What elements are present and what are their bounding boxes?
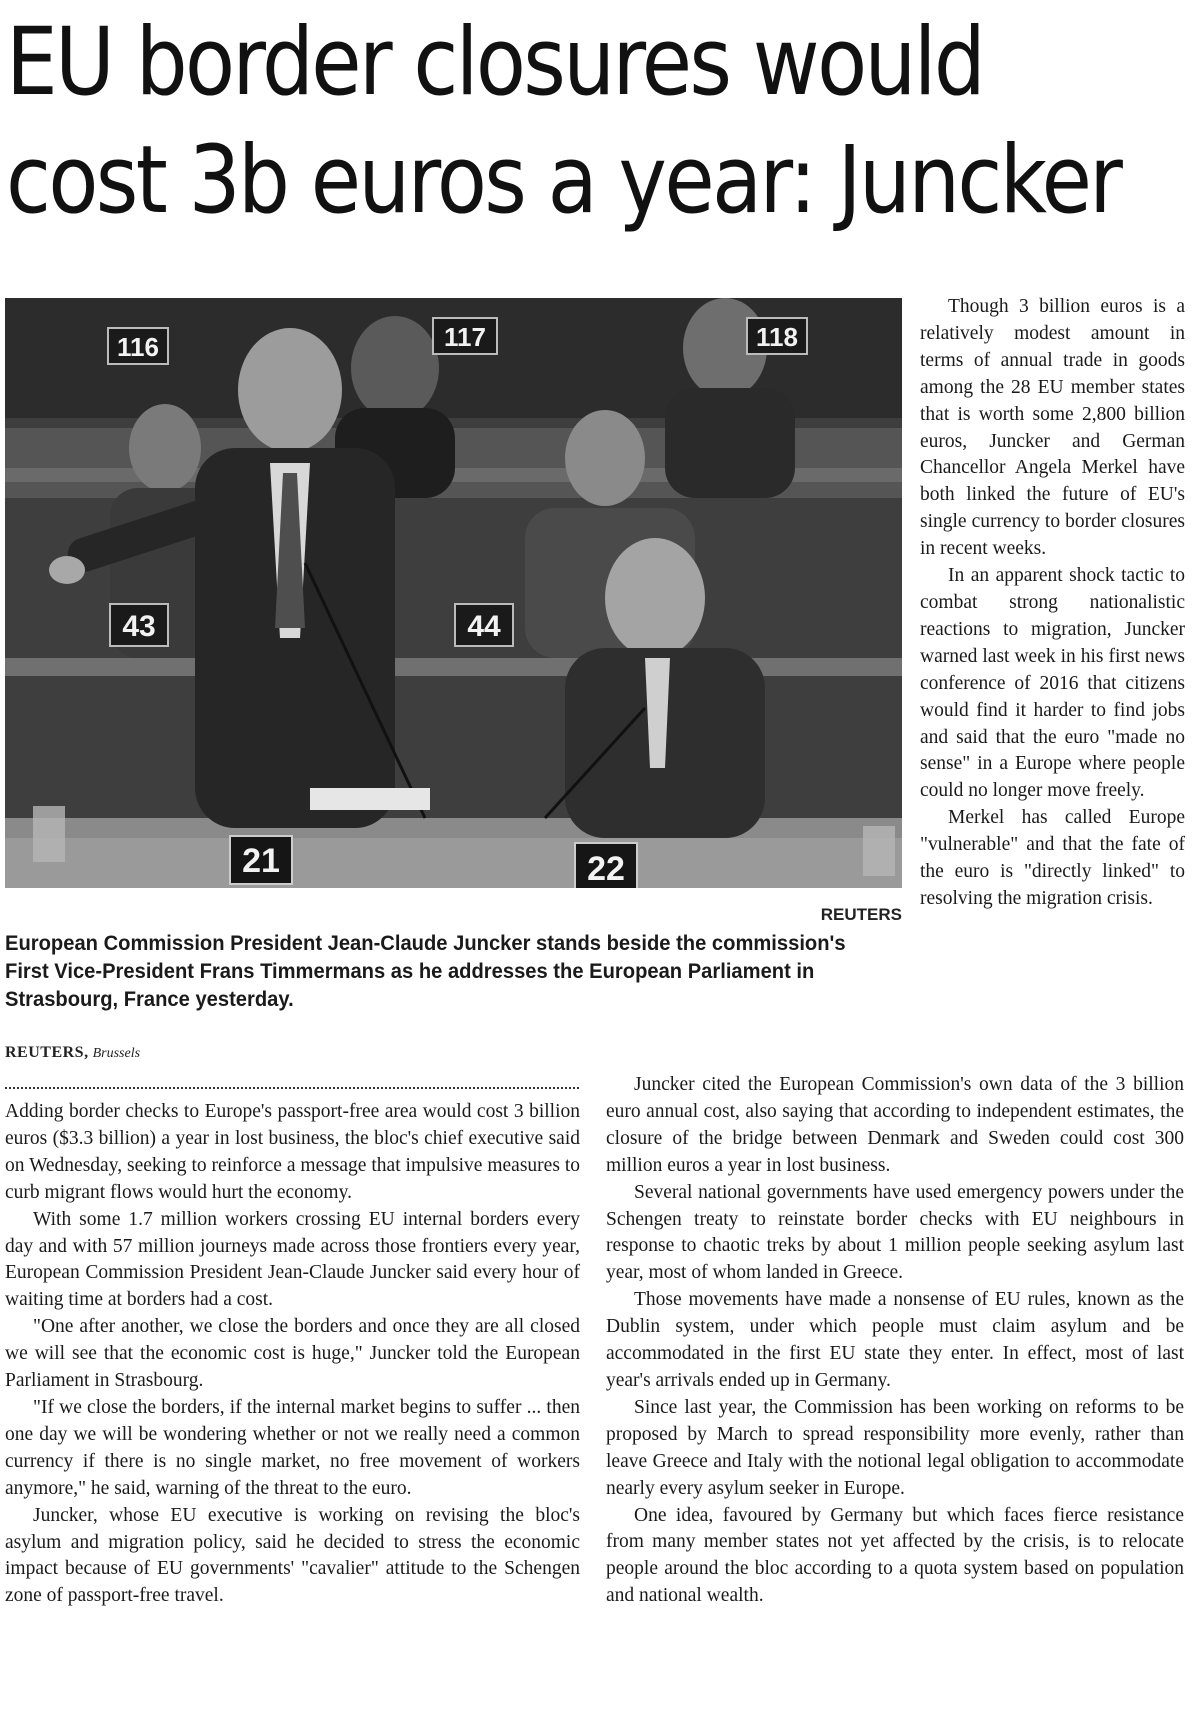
headline-line-2: cost 3b euros a year: Juncker bbox=[6, 126, 1121, 235]
paragraph: Though 3 billion euros is a relatively modest amount in terms of annual trade in goods among the 28 EU member states that is worth some 2,800 billion euros, Juncker and German Chancellor Angela Merkel have both linked the future of EU's single currency to border closures in recent weeks. bbox=[920, 296, 1185, 560]
article-column-right bbox=[920, 294, 1185, 913]
headline-line-1: EU border closures would bbox=[6, 8, 984, 117]
photo-credit: REUTERS bbox=[820, 905, 902, 924]
nameplate-22: 22 bbox=[587, 850, 625, 888]
paragraph: In an apparent shock tactic to combat strong nationalistic reactions to migration, Juncker warned last week in his first news conference of 2016 that citizens would find it harder to find jobs and said that the euro "made no sense" in a Europe where people could no longer move freely. bbox=[920, 565, 1185, 802]
paragraph: Since last year, the Commission has been working on reforms to be proposed by March to spread responsibility more evenly, rather than leave Greece and Italy with the notional legal obligation to accommodate nearly every asylum seeker in Europe. bbox=[606, 1396, 1184, 1499]
paragraph: Those movements have made a nonsense of EU rules, known as the Dublin system, under which people must claim asylum and be accommodated in the first EU state they enter. In effect, most of last year's arrivals ended up in Germany. bbox=[606, 1289, 1184, 1391]
paragraph: Juncker cited the European Commission's own data of the 3 billion euro annual cost, also saying that according to independent estimates, the closure of the bridge between Denmark and Sweden could cost 300 million euros a year in lost business. bbox=[606, 1074, 1184, 1176]
paragraph: Merkel has called Europe "vulnerable" and that the fate of the euro is "directly linked" to resolving the migration crisis. bbox=[920, 807, 1185, 909]
paragraph: "One after another, we close the borders and once they are all closed we will see that the economic cost is huge," Juncker told the European Parliament in Strasbourg. bbox=[5, 1316, 580, 1392]
nameplate-21: 21 bbox=[242, 842, 280, 880]
paragraph: Several national governments have used emergency powers under the Schengen treaty to reinstate border checks with EU neighbours in response to chaotic treks by about 1 million people seeking asylum last year, most of whom landed in Greece. bbox=[606, 1181, 1184, 1284]
article-column-left bbox=[5, 1099, 580, 1610]
byline bbox=[5, 1044, 140, 1062]
paragraph: With some 1.7 million workers crossing EU internal borders every day and with 57 million journeys made across those frontiers every year, European Commission President Jean-Claude Juncker said every hour of waiting time at borders had a cost. bbox=[5, 1208, 580, 1311]
paragraph: "If we close the borders, if the internal market begins to suffer ... then one day we will be wondering whether or not we really need a common currency if there is no single market, no free movement of workers anymore," he said, warning of the threat to the euro. bbox=[5, 1396, 580, 1499]
nameplate-116: 116 bbox=[117, 332, 159, 362]
byline-location: Brussels bbox=[92, 1046, 141, 1061]
nameplate-117: 117 bbox=[444, 322, 486, 352]
photo-caption: European Commission President Jean-Claude Juncker stands beside the commission's First Vice-President Frans Timmermans as he addresses the European Parliament in Strasbourg, France yesterday. bbox=[5, 932, 846, 1011]
nameplate-44: 44 bbox=[467, 610, 501, 643]
byline-agency: REUTERS, bbox=[5, 1044, 89, 1061]
paragraph: Juncker, whose EU executive is working on revising the bloc's asylum and migration policy, said he decided to stress the economic impact because of EU governments' "cavalier" attitude to the Schengen zone of passport-free travel. bbox=[5, 1504, 580, 1607]
lead-paragraph: Adding border checks to Europe's passport-free area would cost 3 billion euros ($3.3 billion) a year in lost business, the bloc's chief executive said on Wednesday, seeking to reinforce a message that impulsive measures to curb migrant flows would hurt the economy. bbox=[5, 1101, 580, 1203]
news-photo bbox=[5, 298, 902, 888]
nameplate-118: 118 bbox=[756, 322, 798, 352]
nameplate-43: 43 bbox=[122, 610, 156, 643]
article-column-middle bbox=[606, 1072, 1184, 1610]
headline bbox=[6, 4, 1121, 240]
dotted-divider bbox=[5, 1087, 579, 1089]
paragraph: One idea, favoured by Germany but which faces fierce resistance from many member states not yet affected by the crisis, is to relocate people around the bloc according to a quota system based on population and national wealth. bbox=[606, 1504, 1184, 1607]
